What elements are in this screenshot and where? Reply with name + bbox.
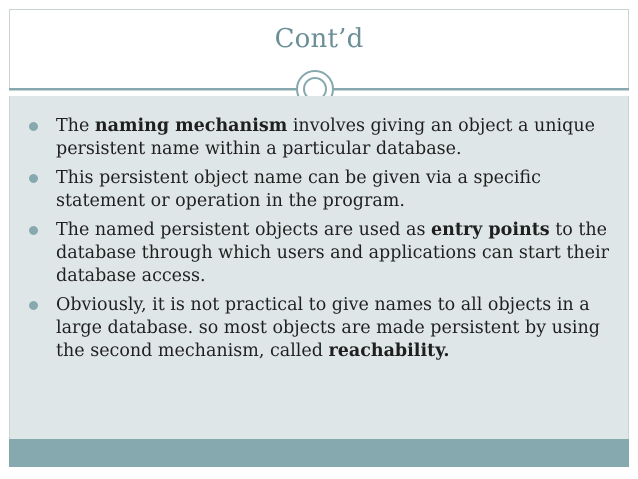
bullet-text: The <box>56 116 95 136</box>
bullet-bold-term: reachability. <box>328 341 450 361</box>
bullet-text: Obviously, it is not practical to give names to all objects in a large database. so most objects are made persistent by using the second mechanism, called <box>56 295 600 361</box>
content-area <box>9 96 629 439</box>
bullet-bold-term: naming mechanism <box>94 116 288 136</box>
bullet-icon <box>29 122 38 131</box>
bullet-icon <box>29 301 38 310</box>
bullet-text: involves giving an object a unique persistent name within a particular database. <box>56 116 595 159</box>
bullet-list <box>26 115 616 369</box>
bullet-icon <box>29 174 38 183</box>
footer-bar <box>9 439 629 467</box>
bullet-text: The named persistent objects are used as <box>56 220 431 240</box>
bullet-item <box>26 219 616 288</box>
slide-title: Cont’d <box>274 24 364 54</box>
bullet-item <box>26 115 616 161</box>
bullet-bold-term: entry points <box>431 220 550 240</box>
bullet-item <box>26 167 616 213</box>
bullet-icon <box>29 226 38 235</box>
bullet-item <box>26 294 616 363</box>
bullet-text: to the database through which users and applications can start their database access. <box>56 220 609 286</box>
bullet-text: This persistent object name can be given via a specific statement or operation in the program. <box>56 168 541 211</box>
